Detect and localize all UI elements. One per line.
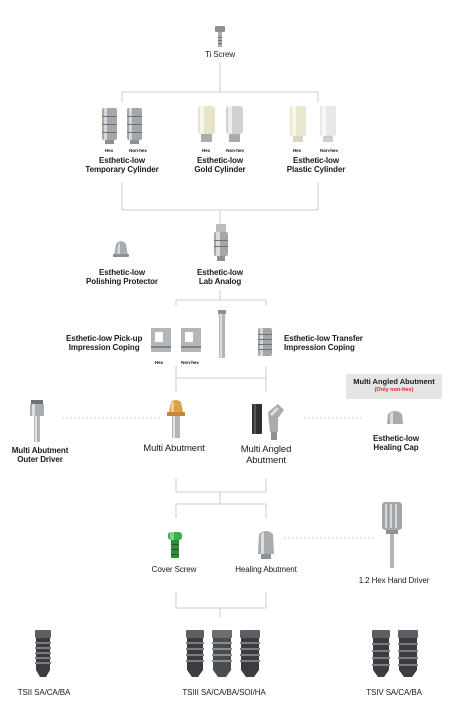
pickup-line2: Impression Coping [68, 343, 140, 352]
pickup-coping-icon [150, 326, 204, 356]
healing-cap-label [373, 434, 419, 452]
transfer-coping-icon [256, 326, 274, 358]
healing-abutment-icon [254, 528, 278, 560]
polishing-protector-label [86, 268, 158, 286]
tsii-label: TSII SA/CA/BA [17, 688, 71, 697]
temporary-cylinder-icon [100, 104, 146, 146]
transfer-line2: Impression Coping [284, 343, 355, 352]
outer-driver-line2: Outer Driver [17, 455, 63, 464]
lab-analog-line2: Lab Analog [198, 277, 242, 286]
healing-abutment-label: Healing Abutment [235, 565, 297, 574]
lab-analog-icon [210, 224, 232, 262]
tsiii-implant-icon [182, 630, 266, 678]
cover-screw-label: Cover Screw [151, 565, 197, 574]
pickup-pin-icon [216, 310, 228, 358]
polishing-protector-icon [110, 236, 132, 258]
outer-driver-label [12, 446, 69, 464]
temporary-cylinder-label [85, 156, 158, 174]
outer-driver-line1: Multi Abutment [11, 446, 69, 455]
pickup-nonhex-tag: Non-hex [181, 360, 199, 365]
plastic-cyl-line2: Plastic Cylinder [286, 165, 346, 174]
transfer-line1: Esthetic-low Transfer [284, 334, 363, 343]
gold-cyl-hex-tag: Hex [201, 148, 211, 153]
plastic-cylinder-icon [288, 104, 340, 146]
badge-title: Multi Angled Abutment [353, 377, 435, 386]
healing-cap-icon [384, 408, 406, 426]
pickup-line1: Esthetic-low Pick-up [66, 334, 143, 343]
plastic-cyl-line1: Esthetic-low [293, 156, 339, 165]
pickup-coping-label [66, 334, 142, 352]
multi-angled-line2: Abutment [246, 455, 286, 466]
multi-abutment-label: Multi Abutment [143, 443, 205, 454]
multi-angled-abutment-icon [248, 402, 288, 442]
healing-cap-line1: Esthetic-low [373, 434, 419, 443]
tsiv-implant-icon [370, 630, 422, 678]
gold-cylinder-icon [196, 104, 246, 146]
badge-note: (Only non-hex) [374, 387, 414, 393]
temp-cyl-hex-tag: Hex [104, 148, 114, 153]
hex-driver-label: 1.2 Hex Hand Driver [358, 576, 430, 585]
multi-angled-line1: Multi Angled [240, 444, 292, 455]
hex-hand-driver-icon [380, 500, 404, 570]
temp-cyl-nonhex-tag: Non-hex [129, 148, 147, 153]
gold-cylinder-label [194, 156, 245, 174]
tsii-implant-icon [32, 630, 54, 678]
plastic-cyl-hex-tag: Hex [292, 148, 302, 153]
temp-cyl-line2: Temporary Cylinder [85, 165, 159, 174]
multi-abutment-icon [164, 398, 188, 440]
lab-analog-line1: Esthetic-low [197, 268, 243, 277]
pickup-hex-tag: Hex [154, 360, 164, 365]
multi-angled-badge [346, 374, 442, 399]
lab-analog-label [197, 268, 243, 286]
plastic-cylinder-label [287, 156, 345, 174]
tsiv-label: TSIV SA/CA/BA [366, 688, 422, 697]
transfer-coping-label [284, 334, 363, 352]
ti-screw-icon [212, 26, 228, 48]
plastic-cyl-nonhex-tag: Non-hex [320, 148, 338, 153]
polish-line2: Polishing Protector [86, 277, 158, 286]
temp-cyl-line1: Esthetic-low [99, 156, 145, 165]
multi-angled-label [241, 444, 292, 466]
polish-line1: Esthetic-low [99, 268, 145, 277]
healing-cap-line2: Healing Cap [373, 443, 419, 452]
cover-screw-icon [166, 530, 184, 560]
outer-driver-icon [28, 400, 46, 442]
gold-cyl-line2: Gold Cylinder [194, 165, 246, 174]
gold-cyl-nonhex-tag: Non-hex [226, 148, 244, 153]
ti-screw-label: Ti Screw [204, 50, 236, 59]
gold-cyl-line1: Esthetic-low [197, 156, 243, 165]
tsiii-label: TSIII SA/CA/BA/SOI/HA [182, 688, 266, 697]
